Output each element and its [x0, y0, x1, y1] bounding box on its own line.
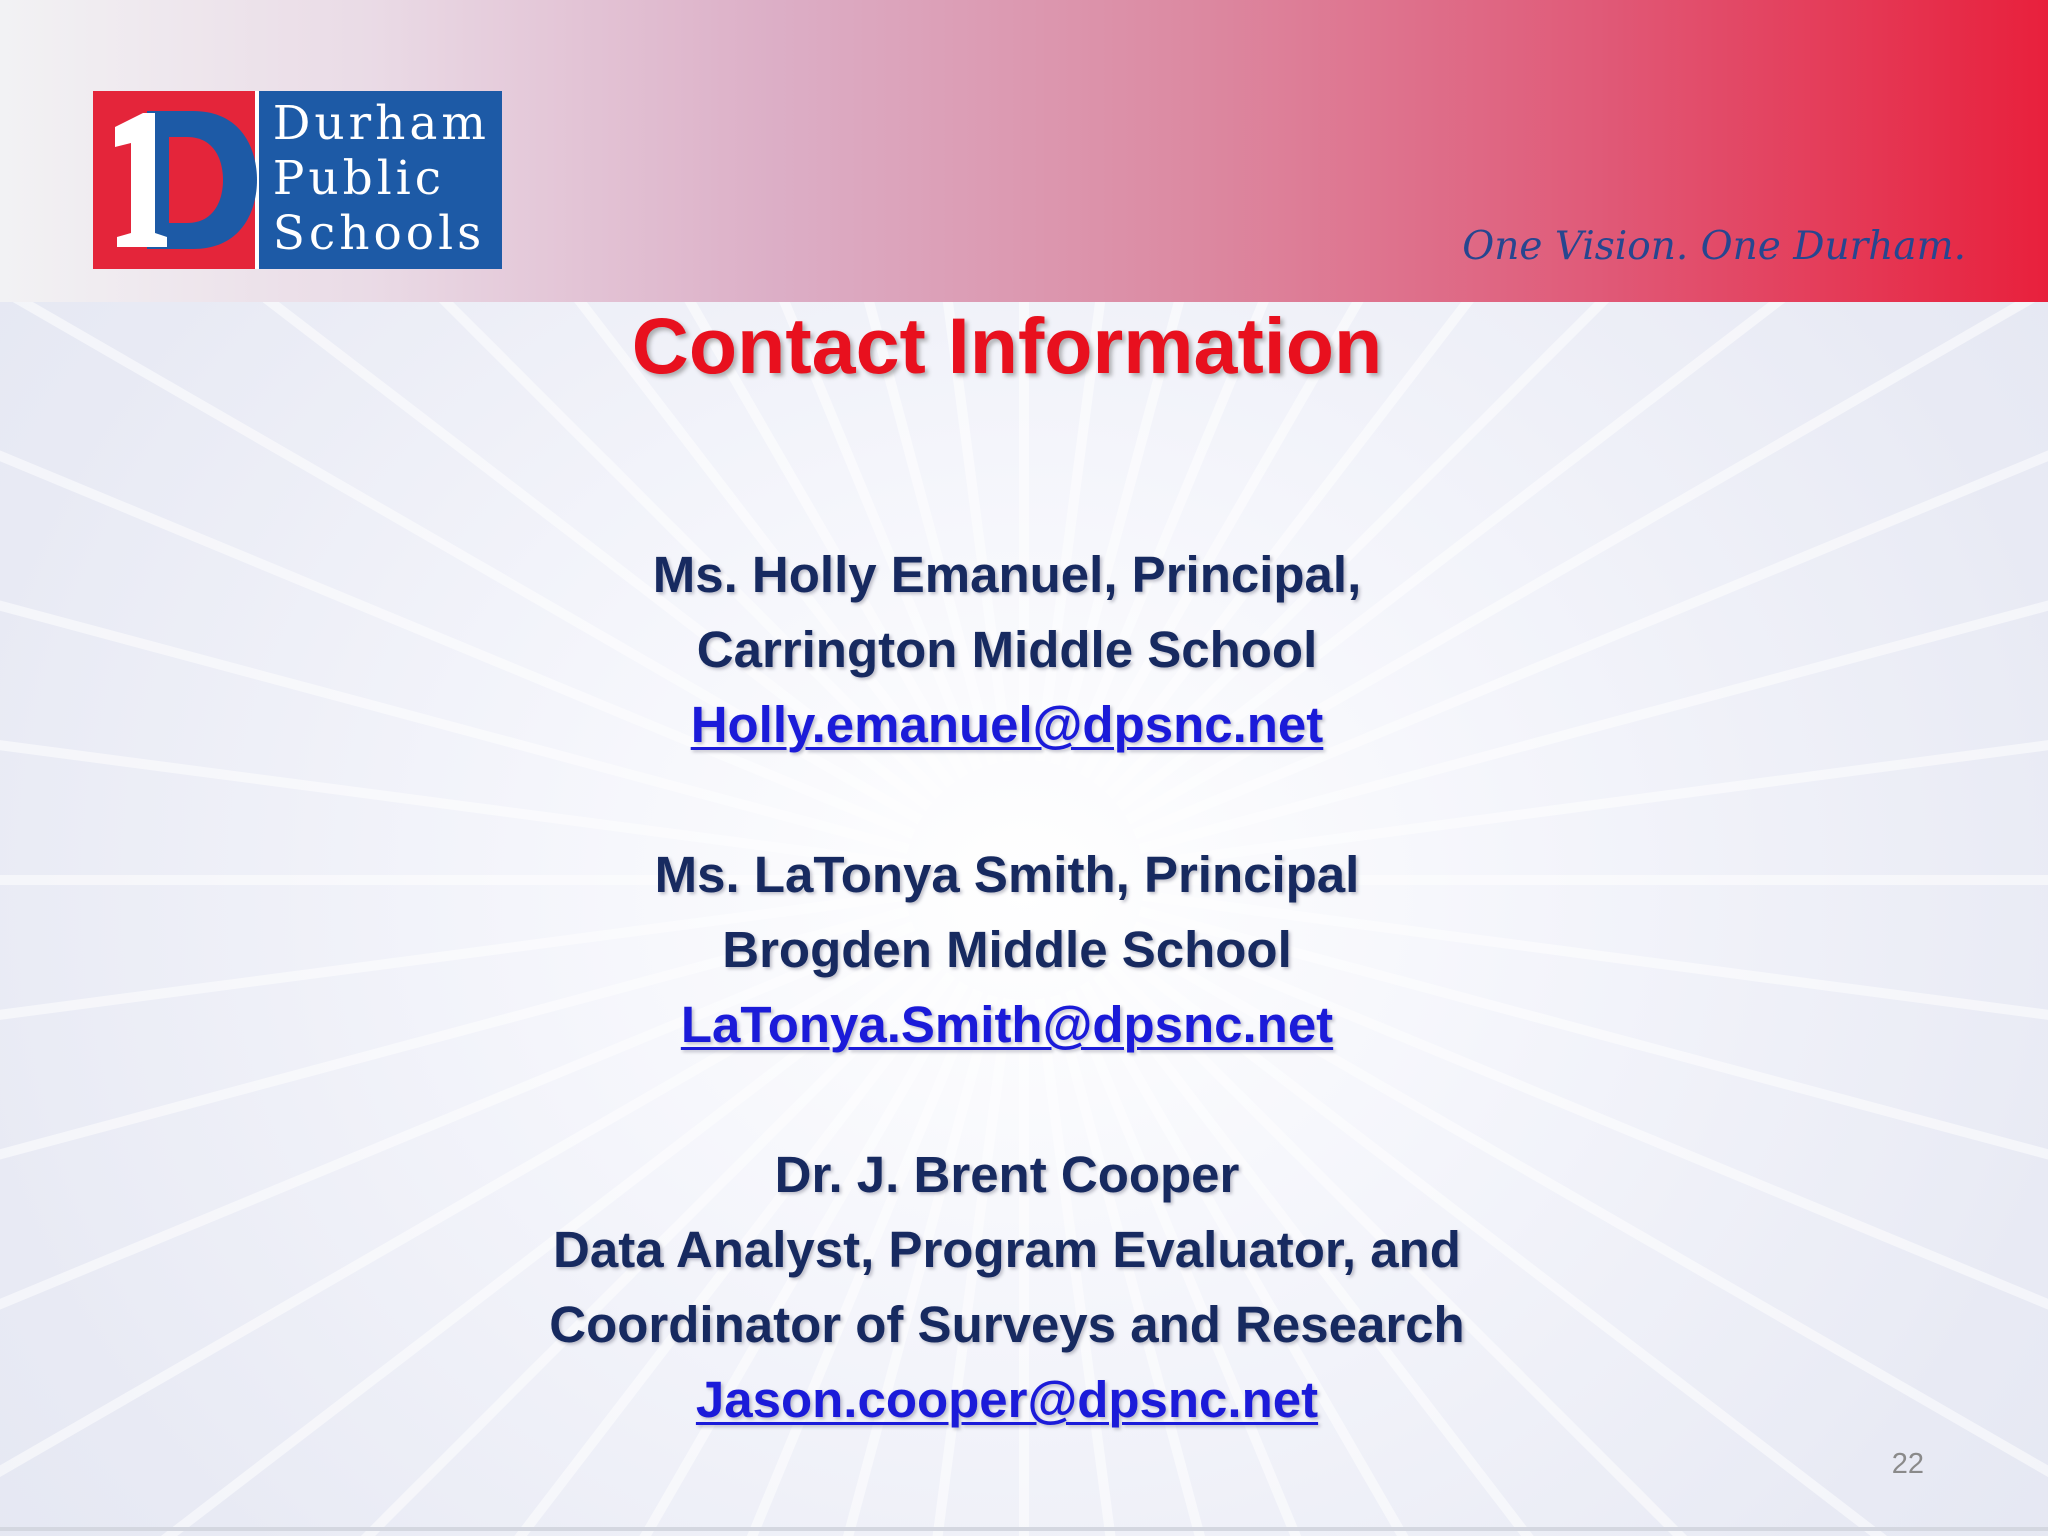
contact-brent-cooper [0, 1137, 2014, 1437]
header-banner [0, 0, 2048, 302]
bottom-divider [0, 1527, 2048, 1531]
page-number: 22 [1891, 1448, 1924, 1480]
contact-email-link[interactable]: Jason.cooper@dpsnc.net [695, 1371, 1319, 1428]
slide-title: Contact Information [631, 301, 1383, 390]
logo-word-durham: Durham [272, 96, 490, 151]
tagline: One Vision. One Durham. [1462, 224, 1966, 269]
contact-holly-emanuel [0, 537, 2014, 762]
contact-email-link[interactable]: Holly.emanuel@dpsnc.net [690, 696, 1324, 753]
district-logo [93, 91, 502, 269]
logo-d-mark-icon [93, 91, 255, 269]
contact-role-continued: Coordinator of Surveys and Research [549, 1296, 1465, 1353]
logo-word-schools: Schools [272, 206, 486, 261]
contact-school: Carrington Middle School [696, 621, 1318, 678]
contact-latonya-smith [0, 837, 2014, 1062]
contact-list [0, 537, 2014, 1437]
logo-wordmark [255, 91, 502, 269]
contact-role: Data Analyst, Program Evaluator, and [553, 1221, 1461, 1278]
contact-name-title: Ms. Holly Emanuel, Principal, [652, 546, 1362, 603]
logo-word-public: Public [272, 151, 446, 206]
contact-name-title: Ms. LaTonya Smith, Principal [654, 846, 1360, 903]
contact-email-link[interactable]: LaTonya.Smith@dpsnc.net [680, 996, 1334, 1053]
contact-name: Dr. J. Brent Cooper [774, 1146, 1240, 1203]
contact-school: Brogden Middle School [722, 921, 1292, 978]
